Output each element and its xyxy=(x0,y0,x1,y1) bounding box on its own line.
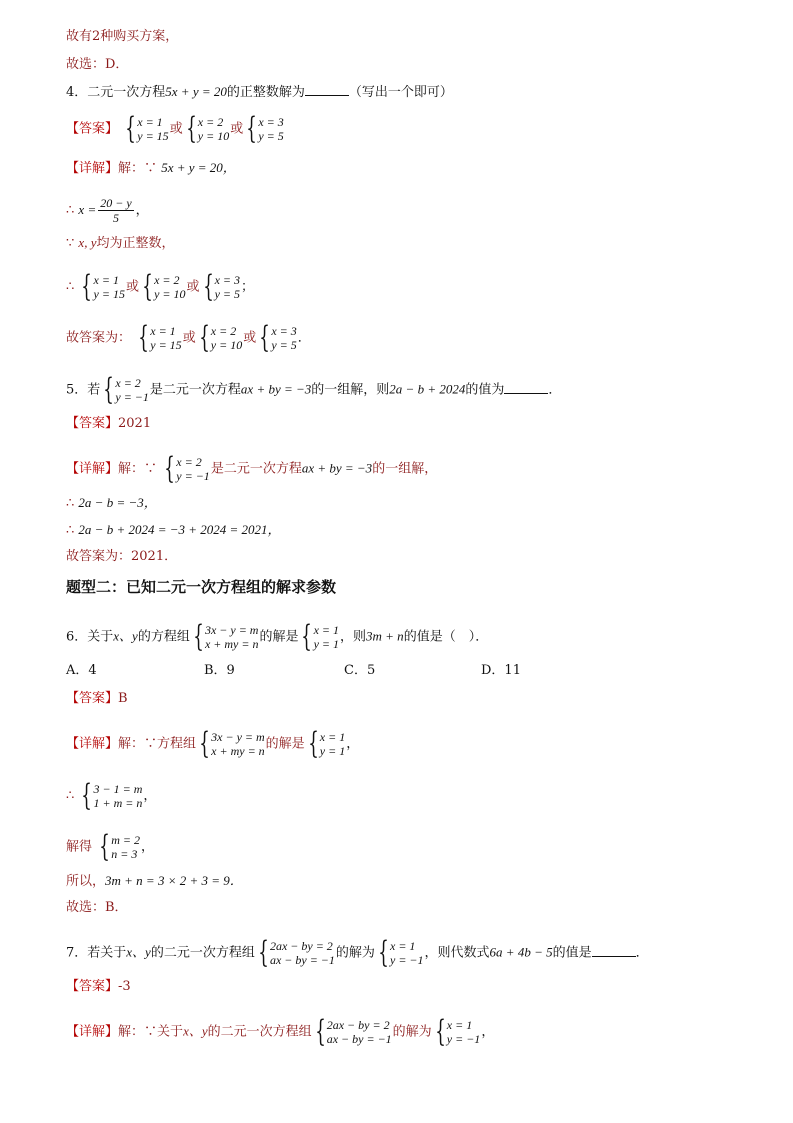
text: 故选：B． xyxy=(66,900,128,915)
equation-system: { x = 2 y = −1 xyxy=(103,372,149,407)
equation-system: { x = 2 y = 10 xyxy=(198,320,243,355)
text-line: 解得 { m = 2 n = 3 ， xyxy=(66,829,155,864)
text: ∵ xyxy=(144,161,158,176)
row: 1 + m = n xyxy=(93,796,143,810)
text: 故答案为： xyxy=(66,549,132,564)
text: 所以， xyxy=(66,874,106,889)
row: 2ax − by = 2 xyxy=(269,939,333,953)
detail-tag: 【详解】 xyxy=(66,461,119,477)
text: 的二元一次方程组 xyxy=(207,1024,312,1040)
equation-system: { x = 1 y = −1 xyxy=(378,935,424,970)
equation-system: { x = 1 y = 15 xyxy=(81,269,125,304)
text: 或 xyxy=(125,279,139,295)
equation-system: { x = 2 y = −1 xyxy=(164,451,210,486)
answer-blank xyxy=(592,944,636,957)
text: 的解是 xyxy=(265,736,305,752)
math: 2a − b + 2024 = −3 + 2024 = 2021， xyxy=(78,522,281,537)
answer-tag: 【答案】 xyxy=(66,416,119,431)
row: y = 5 xyxy=(214,287,241,301)
detail-tag: 【详解】 xyxy=(66,161,119,176)
row: y = 15 xyxy=(93,287,125,301)
math: 5x + y = 20， xyxy=(161,160,236,175)
text: 或 xyxy=(243,330,257,346)
text: 或 xyxy=(230,121,244,137)
answer-tag: 【答案】 xyxy=(66,121,119,137)
text-line: ∴ { x = 1 y = 15 或 { x = 2 y = 10 或 { x = 3 y = 5 ； xyxy=(66,269,255,304)
math: 3m + n = 3 × 2 + 3 = 9． xyxy=(105,873,243,888)
text: ，则 xyxy=(340,629,367,645)
text: 关于 xyxy=(157,1024,184,1040)
equation-system: { 3x − y = m x + my = n xyxy=(199,726,265,761)
text: 的值是（ ）． xyxy=(403,629,489,645)
text: 解得 xyxy=(66,839,93,855)
answer-line xyxy=(66,690,128,708)
math: 2a − b = −3， xyxy=(78,495,157,510)
text: ∴ xyxy=(66,788,75,804)
text-line: ∴ x = $\frac{20 - y}{5}$ ， xyxy=(66,196,149,225)
row: y = 10 xyxy=(210,338,243,352)
detail-line: 【详解】解：∵关于x、y的二元一次方程组 { 2ax − by = 2 ax − by = −1 的解为 { x = 1 y = −1 ， xyxy=(66,1014,495,1049)
equation-system: { x = 1 y = 1 xyxy=(307,726,346,761)
row: n = 3 xyxy=(111,847,138,861)
text: 6．关于 xyxy=(66,629,114,645)
answer-line xyxy=(66,111,285,146)
answer-value: -3 xyxy=(118,979,131,994)
row: x + my = n xyxy=(204,637,259,651)
text: 解： xyxy=(118,461,145,477)
detail-line xyxy=(66,159,236,178)
equation-system: { 2ax − by = 2 ax − by = −1 xyxy=(314,1014,392,1049)
question-4 xyxy=(66,83,453,102)
text: ∵ xyxy=(144,1024,158,1040)
row: y = −1 xyxy=(115,390,149,404)
row: x = 1 xyxy=(93,273,119,287)
question-6 xyxy=(66,619,489,654)
row: x = 2 xyxy=(197,115,224,129)
row: y = −1 xyxy=(176,469,210,483)
row: x = 3 xyxy=(258,115,284,129)
math: x、y xyxy=(183,1023,208,1039)
math: 5x + y = 20 xyxy=(165,84,227,99)
text: 是二元一次方程 xyxy=(149,382,241,398)
text: ∴ xyxy=(66,203,75,218)
option-c: C．5 xyxy=(344,663,376,678)
equation-system: { x = 2 y = 10 xyxy=(142,269,186,304)
row: y = 1 xyxy=(313,637,339,651)
equation-system: { x = 1 y = −1 xyxy=(434,1014,481,1049)
row: x = 2 xyxy=(154,273,180,287)
text-line xyxy=(66,899,128,917)
row: y = −1 xyxy=(446,1032,481,1046)
answer-tag: 【答案】 xyxy=(66,979,119,994)
text: 解： xyxy=(118,161,145,176)
detail-line: 【详解】解：∵方程组 { 3x − y = m x + my = n 的解是 { x = 1 y = 1 ， xyxy=(66,726,360,761)
equation-system: { 2ax − by = 2 ax − by = −1 xyxy=(258,935,335,970)
answer-tag: 【答案】 xyxy=(66,691,119,706)
numerator: 20 − y xyxy=(100,196,132,210)
row: 3x − y = m xyxy=(211,730,265,744)
equation-system: { x = 3 y = 5 xyxy=(246,111,284,146)
text: ∴ xyxy=(66,496,75,511)
text: 2021． xyxy=(131,549,178,564)
answer-blank xyxy=(504,381,548,394)
text: 或 xyxy=(182,330,196,346)
math: ax + by = −3 xyxy=(301,460,373,476)
row: m = 2 xyxy=(111,833,141,847)
row: ax − by = −1 xyxy=(269,953,335,967)
text: 的方程组 xyxy=(137,629,190,645)
text: 故答案为： xyxy=(66,330,132,346)
text-line xyxy=(66,28,178,46)
text: 的值为 xyxy=(465,382,505,398)
math: 3m + n xyxy=(366,628,404,644)
text: 的解是 xyxy=(259,629,299,645)
answer-blank xyxy=(305,83,349,96)
text: 方程组 xyxy=(157,736,197,752)
detail-tag: 【详解】 xyxy=(66,1024,119,1040)
text: 或 xyxy=(169,121,183,137)
math: x, y xyxy=(78,235,97,250)
row: x = 2 xyxy=(176,455,202,469)
equation-system: { m = 2 n = 3 xyxy=(99,829,141,864)
text: 5．若 xyxy=(66,382,101,398)
section-heading: 题型二：已知二元一次方程组的解求参数 xyxy=(66,578,337,596)
text: 的一组解，则 xyxy=(311,382,390,398)
text: （写出一个即可） xyxy=(348,85,453,100)
text: 7．若关于 xyxy=(66,945,127,961)
row: y = 10 xyxy=(197,129,230,143)
text: ∴ xyxy=(66,279,75,295)
text: ∵ xyxy=(66,236,75,251)
equation-system: { 3 − 1 = m 1 + m = n xyxy=(81,778,143,813)
row: x = 1 xyxy=(313,623,339,637)
text-line xyxy=(66,521,281,540)
math: x = xyxy=(78,202,97,217)
text: 4．二元一次方程 xyxy=(66,85,166,100)
row: ax − by = −1 xyxy=(326,1032,392,1046)
row: x = 2 xyxy=(115,376,141,390)
text: ，则代数式 xyxy=(424,945,490,961)
text: 的正整数解为 xyxy=(226,85,305,100)
text: ∴ xyxy=(66,523,75,538)
denominator: 5 xyxy=(112,211,119,225)
text: 解： xyxy=(118,1024,145,1040)
equation-system: { x = 3 y = 5 xyxy=(259,320,297,355)
text-line xyxy=(66,56,128,74)
row: y = 5 xyxy=(258,129,284,143)
row: x + my = n xyxy=(211,744,265,758)
answer-line xyxy=(66,978,131,996)
text-line xyxy=(66,548,177,566)
row: y = 15 xyxy=(137,129,169,143)
text-line xyxy=(66,494,157,513)
equation-system: { x = 1 y = 15 xyxy=(125,111,169,146)
row: x = 3 xyxy=(214,273,241,287)
text: 的解为 xyxy=(392,1024,432,1040)
text: 解： xyxy=(118,736,145,752)
text: 的值是 xyxy=(552,945,592,961)
row: x = 2 xyxy=(210,324,237,338)
math: 6a + 4b − 5 xyxy=(489,944,553,960)
row: y = 15 xyxy=(150,338,182,352)
text-line xyxy=(66,872,243,891)
text: 的解为 xyxy=(335,945,375,961)
question-7: 7．若关于x、y的二元一次方程组 { 2ax − by = 2 ax − by = −1 的解为 { x = 1 y = −1 ，则代数式6a + 4b − 5的值是 ． xyxy=(66,935,649,970)
row: 3 − 1 = m xyxy=(93,782,143,796)
text: 的一组解， xyxy=(372,461,438,477)
row: x = 1 xyxy=(150,324,176,338)
math: x、y xyxy=(113,628,138,644)
option-b: B．9 xyxy=(204,663,235,678)
text: ∵ xyxy=(144,736,158,752)
detail-tag: 【详解】 xyxy=(66,736,119,752)
answer-value: 2021 xyxy=(118,416,152,431)
row: x = 1 xyxy=(390,939,416,953)
row: 3x − y = m xyxy=(204,623,259,637)
row: x = 3 xyxy=(271,324,297,338)
text-line: 故答案为： { x = 1 y = 15 或 { x = 2 y = 10 或 { x = 3 y = 5 ． xyxy=(66,320,311,355)
detail-line xyxy=(66,451,438,486)
row: y = −1 xyxy=(390,953,424,967)
row: x = 1 xyxy=(319,730,346,744)
row: y = 10 xyxy=(154,287,186,301)
text: 均为正整数， xyxy=(96,236,175,251)
text: ∵ xyxy=(144,461,158,477)
equation-system: { x = 2 y = 10 xyxy=(185,111,230,146)
row: 2ax − by = 2 xyxy=(326,1018,390,1032)
answer-line xyxy=(66,415,151,433)
question-5: 5．若 { x = 2 y = −1 是二元一次方程ax + by = −3的一组解，则2a − b + 2024的值为 ． xyxy=(66,372,562,407)
math: 2a − b + 2024 xyxy=(389,381,466,397)
equation-system: { 3x − y = m x + my = n xyxy=(193,619,259,654)
fraction xyxy=(98,196,133,225)
math: x、y xyxy=(126,944,151,960)
row: x = 1 xyxy=(137,115,163,129)
option-d: D．11 xyxy=(481,663,521,678)
row: y = 1 xyxy=(319,744,346,758)
text-line xyxy=(66,234,174,253)
answer-value: B xyxy=(118,691,128,706)
equation-system: { x = 1 y = 15 xyxy=(138,320,182,355)
text: 故有2种购买方案， xyxy=(66,29,179,44)
text-line: ∴ { 3 − 1 = m 1 + m = n ， xyxy=(66,778,157,813)
equation-system: { x = 3 y = 5 xyxy=(202,269,241,304)
text: 或 xyxy=(186,279,200,295)
row: y = 5 xyxy=(271,338,297,352)
text: 是二元一次方程 xyxy=(210,461,302,477)
row: x = 1 xyxy=(446,1018,473,1032)
option-a: A．4 xyxy=(66,663,97,678)
equation-system: { x = 1 y = 1 xyxy=(301,619,339,654)
math: ax + by = −3 xyxy=(240,381,312,397)
text: 故选：D． xyxy=(66,57,129,72)
text: 的二元一次方程组 xyxy=(150,945,255,961)
